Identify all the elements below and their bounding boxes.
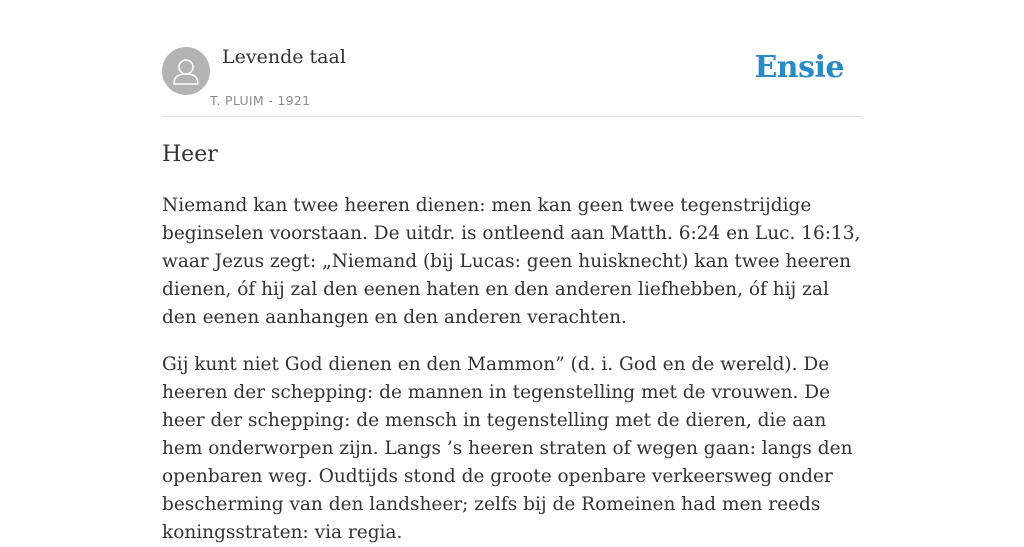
user-icon [162,47,210,95]
entry-paragraph: Niemand kan twee heeren dienen: men kan geen twee tegenstrijdige beginselen voorstaan. De uitdr. is ontleend aan Matth. 6:24 en Luc. 16:13, waar Jezus zegt: „Niemand (bij Lucas: geen huisknecht) kan twee heeren dienen, óf hij zal den eenen haten en den anderen liefhebben, óf hij zal den eenen aanhangen en den anderen verachten. [162,195,861,328]
author-avatar[interactable] [162,47,210,95]
author-line[interactable]: T. PLUIM - 1921 [210,93,311,108]
book-title[interactable]: Levende taal [222,46,346,68]
entry-content [162,140,862,547]
ensie-logo[interactable]: Ensie [754,50,844,85]
page-header [162,0,862,117]
entry-paragraph: Gij kunt niet God dienen en den Mammon” (d. i. God en de wereld). De heeren der schepping: de mannen in tegenstelling met de vrouwen. De heer der schepping: de mensch in tegenstelling met de dieren, die aan hem onderworpen zijn. Langs ’s heeren straten of wegen gaan: langs den openbaren weg. Oudtijds stond de groote openbare verkeersweg onder bescherming van den landsheer; zelfs bij de Romeinen had men reeds koningsstraten: via regia. [162,354,853,543]
entry-title: Heer [162,142,218,167]
